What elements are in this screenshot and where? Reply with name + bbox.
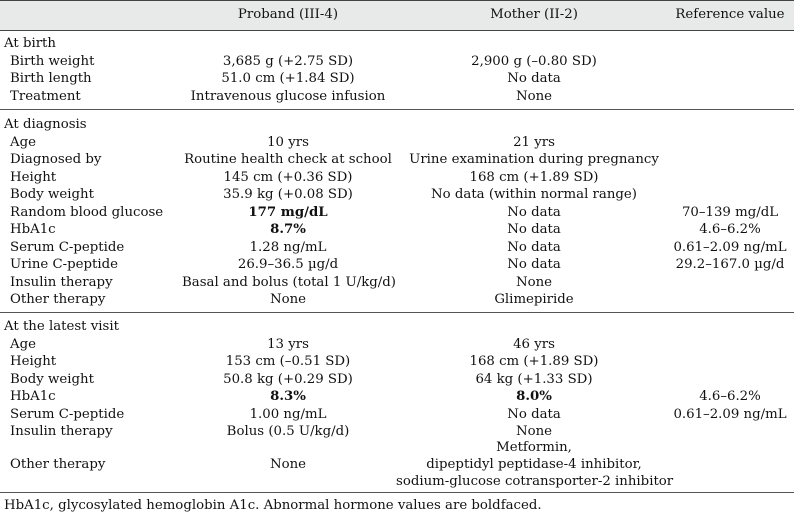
row-label: Age (10, 134, 36, 150)
header-mother: Mother (II-2) (490, 7, 578, 22)
row-label: HbA1c (10, 389, 56, 404)
section-title-at-birth: At birth (4, 36, 56, 51)
row-label: Serum C-peptide (10, 239, 125, 255)
proband-value: 13 yrs (267, 336, 309, 352)
mother-value: 46 yrs (513, 336, 555, 352)
proband-value: 51.0 cm (+1.84 SD) (221, 71, 355, 86)
mother-value: No data (507, 239, 561, 255)
proband-value: Bolus (0.5 U/kg/d) (226, 424, 350, 439)
row-label: Height (10, 354, 57, 369)
mother-value: None (515, 88, 553, 104)
mother-value: No data (507, 204, 561, 220)
row-label: HbA1c (10, 222, 56, 237)
proband-value: 145 cm (+0.36 SD) (223, 169, 353, 185)
section-title-at-diagnosis: At diagnosis (4, 117, 87, 132)
row-label: Height (10, 169, 57, 185)
mother-value: 64 kg (+1.33 SD) (475, 371, 593, 387)
mother-value: No data (507, 406, 561, 422)
proband-value: 35.9 kg (+0.08 SD) (223, 187, 353, 202)
mother-value-line: Metformin, (496, 440, 572, 455)
reference-value: 70–139 mg/dL (681, 204, 779, 220)
proband-value-abnormal: 8.7% (270, 222, 306, 237)
row-label: Serum C-peptide (10, 406, 125, 422)
reference-value: 0.61–2.09 ng/mL (673, 406, 787, 422)
mother-value: None (515, 274, 553, 290)
proband-value: 1.00 ng/mL (249, 406, 327, 422)
section-divider (0, 312, 794, 313)
row-label: Body weight (10, 187, 94, 202)
mother-value: 168 cm (+1.89 SD) (469, 169, 599, 185)
header-proband: Proband (III-4) (237, 7, 339, 22)
proband-value-abnormal: 177 mg/dL (248, 204, 328, 220)
table-bottom-rule (0, 492, 794, 493)
reference-value: 29.2–167.0 µg/d (675, 257, 785, 272)
section-title-latest-visit: At the latest visit (4, 319, 119, 334)
row-label: Urine C-peptide (10, 257, 119, 272)
proband-value: 153 cm (–0.51 SD) (225, 354, 351, 369)
mother-value: Urine examination during pregnancy (409, 152, 659, 167)
proband-value: 10 yrs (267, 134, 309, 150)
mother-value: 168 cm (+1.89 SD) (469, 354, 599, 369)
mother-value: 21 yrs (513, 134, 555, 150)
row-label: Insulin therapy (10, 424, 113, 439)
section-divider (0, 109, 794, 110)
header-reference: Reference value (675, 7, 785, 22)
mother-value-abnormal: 8.0% (516, 389, 552, 404)
reference-value: 0.61–2.09 ng/mL (673, 239, 787, 255)
proband-value: 50.8 kg (+0.29 SD) (223, 371, 353, 387)
mother-value: No data (507, 257, 561, 272)
mother-value: No data (507, 222, 561, 237)
proband-value: Basal and bolus (total 1 U/kg/d) (182, 274, 396, 290)
mother-value: None (515, 424, 553, 439)
row-label: Age (10, 336, 36, 352)
proband-value: 3,685 g (+2.75 SD) (222, 53, 354, 69)
reference-value: 4.6–6.2% (699, 389, 761, 404)
row-label: Other therapy (10, 292, 106, 307)
row-label: Birth length (10, 71, 92, 86)
mother-value-line: dipeptidyl peptidase-4 inhibitor, (426, 457, 642, 472)
proband-value: 1.28 ng/mL (249, 239, 327, 255)
mother-value: No data (within normal range) (431, 187, 637, 202)
mother-value-line: sodium-glucose cotransporter-2 inhibitor (396, 474, 674, 489)
mother-value: Glimepiride (494, 292, 574, 307)
row-label: Treatment (10, 88, 81, 104)
reference-value: 4.6–6.2% (699, 222, 761, 237)
proband-value-abnormal: 8.3% (270, 389, 306, 404)
proband-value: 26.9–36.5 µg/d (237, 257, 339, 272)
row-label: Body weight (10, 371, 94, 387)
proband-value: Routine health check at school (184, 152, 392, 167)
row-label: Insulin therapy (10, 274, 113, 290)
row-label: Birth weight (10, 53, 95, 69)
proband-value: None (269, 457, 307, 472)
mother-value: 2,900 g (–0.80 SD) (471, 53, 597, 69)
proband-value: Intravenous glucose infusion (190, 88, 386, 104)
row-label: Other therapy (10, 457, 106, 472)
proband-value: None (269, 292, 307, 307)
mother-value: No data (507, 71, 561, 86)
row-label: Diagnosed by (10, 152, 102, 167)
row-label: Random blood glucose (10, 204, 164, 220)
table-footnote: HbA1c, glycosylated hemoglobin A1c. Abnormal hormone values are boldfaced. (4, 498, 542, 513)
